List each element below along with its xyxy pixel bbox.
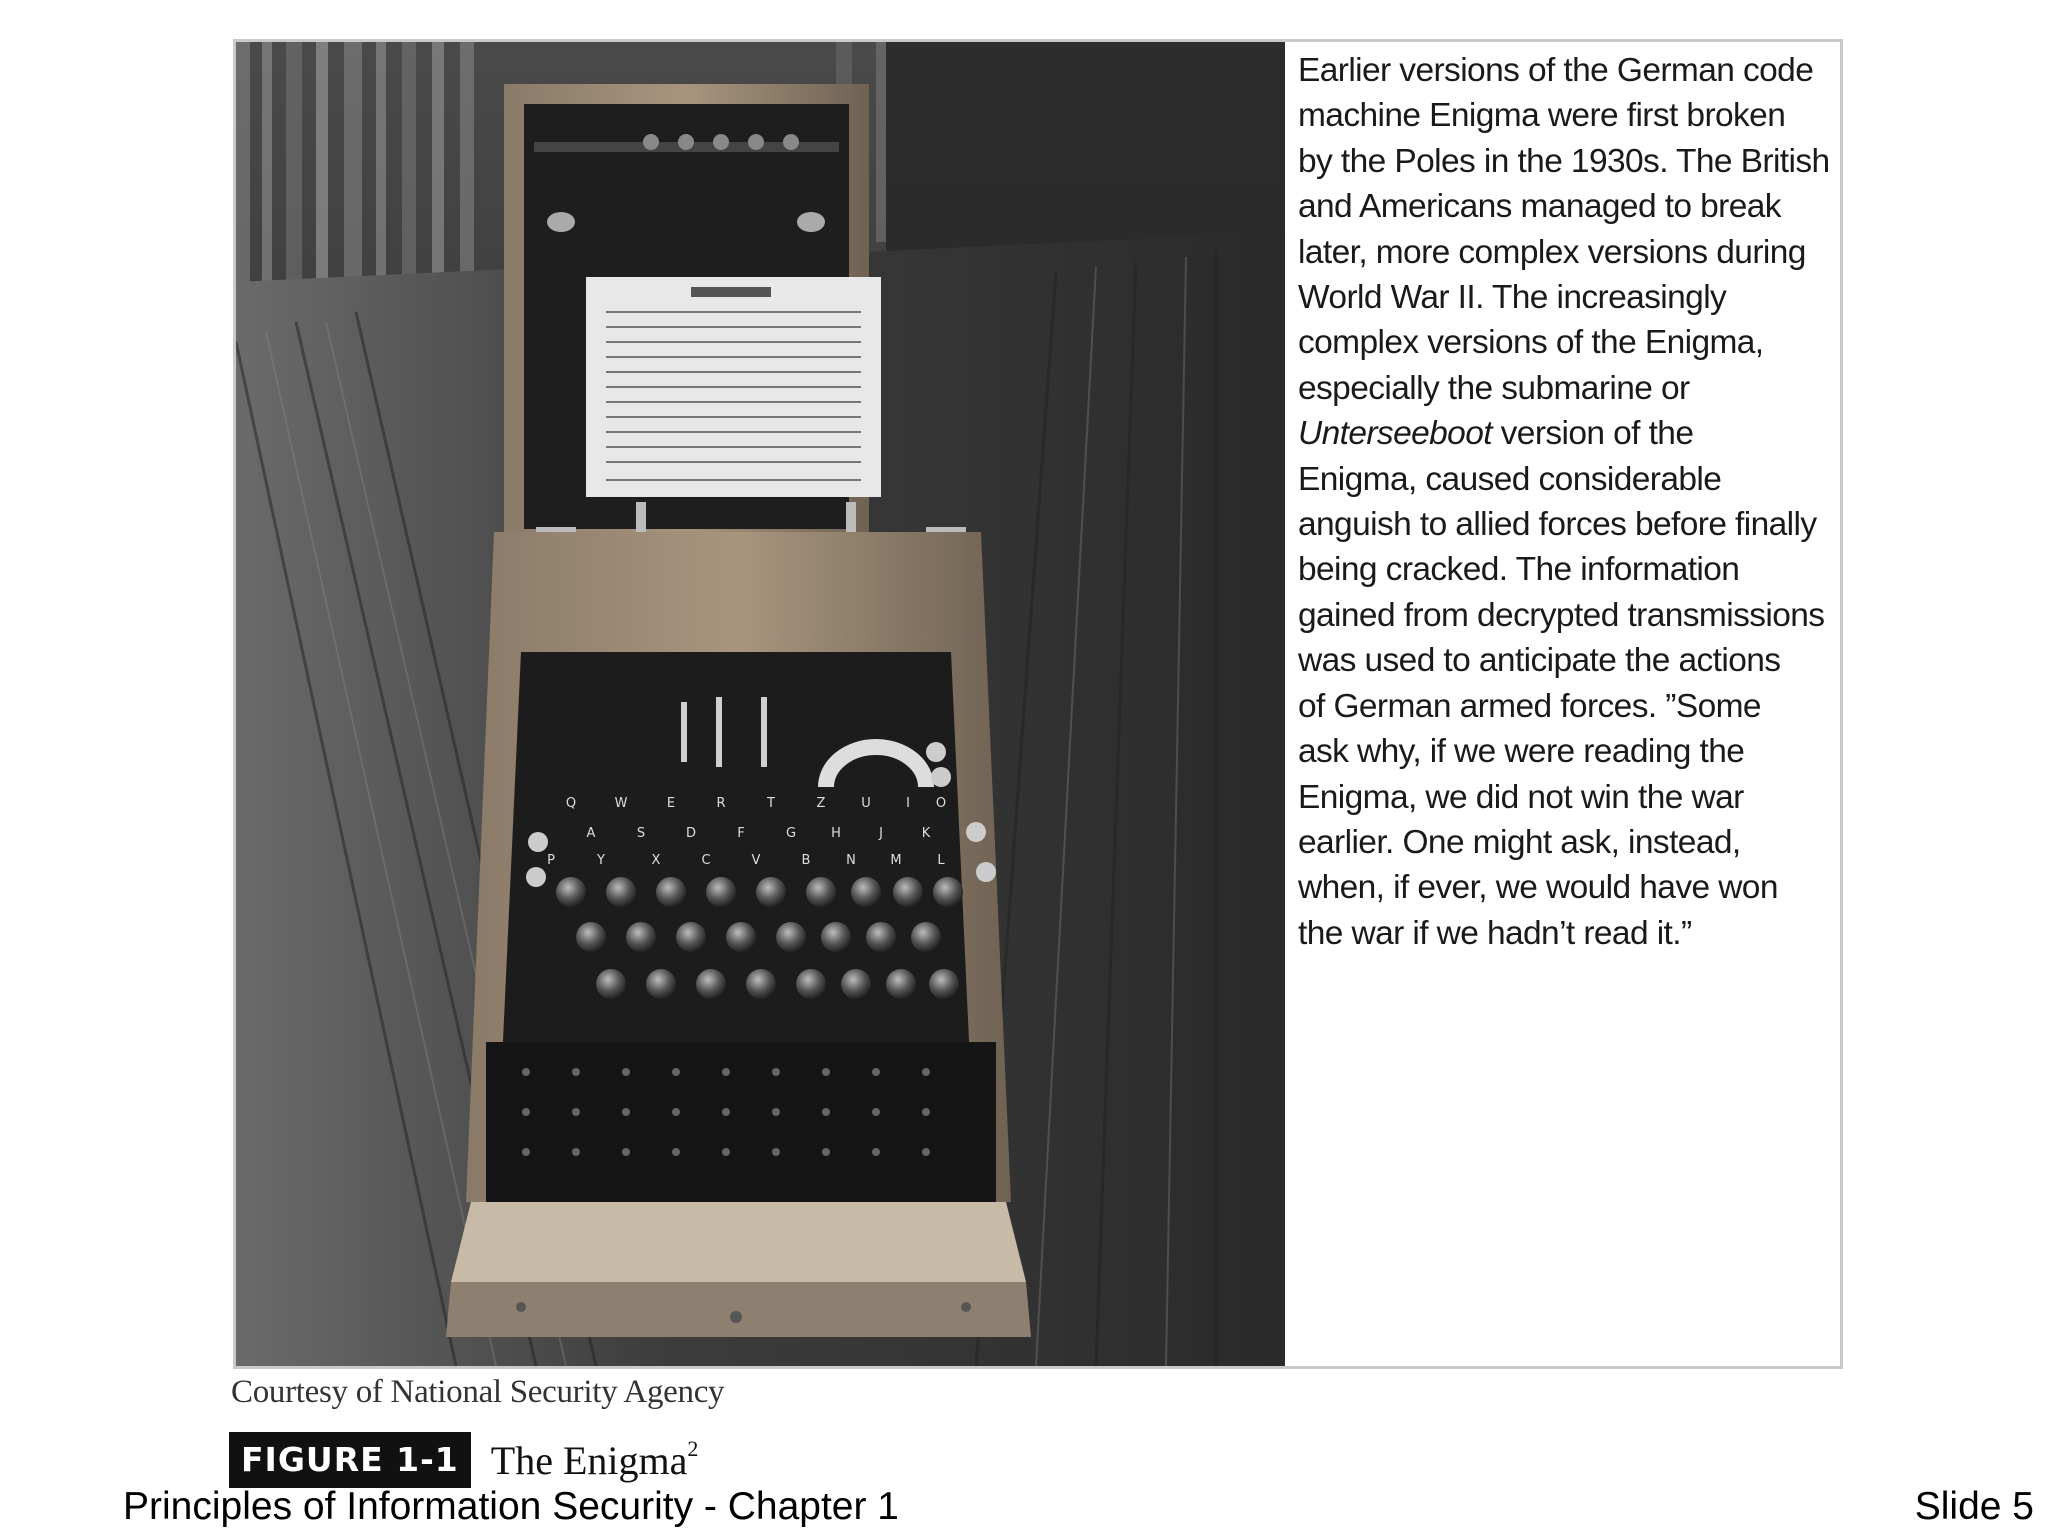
description-line: machine Enigma were first broken: [1298, 97, 1786, 135]
description-line: Enigma, we did not win the war: [1298, 778, 1744, 816]
svg-text:H: H: [831, 826, 841, 841]
svg-text:N: N: [846, 853, 856, 868]
footer-slide-number: Slide 5: [1914, 1485, 2034, 1528]
svg-text:Q: Q: [565, 796, 577, 811]
svg-text:M: M: [890, 853, 902, 868]
figure-title: [491, 1436, 699, 1484]
italic-rest: version of the: [1491, 415, 1694, 453]
description-line: especially the submarine or: [1298, 369, 1690, 407]
description-line: was used to anticipate the actions: [1298, 642, 1781, 680]
svg-text:C: C: [701, 853, 711, 868]
figure-title-superscript: 2: [687, 1436, 699, 1461]
svg-text:X: X: [651, 853, 661, 868]
description-line: when, if ever, we would have won: [1298, 869, 1778, 907]
svg-text:V: V: [751, 853, 761, 868]
svg-text:A: A: [586, 826, 596, 841]
description-line: earlier. One might ask, instead,: [1298, 823, 1741, 861]
svg-text:G: G: [785, 826, 797, 841]
svg-text:D: D: [685, 826, 697, 841]
svg-text:P: P: [547, 853, 555, 868]
svg-text:K: K: [921, 826, 931, 841]
svg-text:U: U: [861, 796, 871, 811]
description-line: World War II. The increasingly: [1298, 279, 1727, 317]
figure-label: [229, 1431, 698, 1489]
italic-term: Unterseeboot: [1298, 415, 1492, 453]
figure-title-text: The Enigma: [490, 1438, 688, 1483]
description-line: complex versions of the Enigma,: [1298, 324, 1764, 362]
svg-text:Z: Z: [816, 796, 826, 811]
svg-text:L: L: [937, 853, 945, 868]
svg-text:O: O: [935, 796, 947, 811]
svg-text:I: I: [906, 796, 910, 811]
svg-text:R: R: [716, 796, 726, 811]
description-line: later, more complex versions during: [1298, 233, 1806, 271]
enigma-photo: [236, 42, 1285, 1366]
svg-text:T: T: [767, 796, 775, 811]
svg-text:J: J: [879, 826, 883, 841]
svg-text:W: W: [614, 796, 628, 811]
footer-course-title: Principles of Information Security - Chapter 1: [123, 1485, 900, 1528]
description-line: of German armed forces. ”Some: [1298, 687, 1761, 725]
description-line: ask why, if we were reading the: [1298, 733, 1745, 771]
description-line: gained from decrypted transmissions: [1298, 596, 1825, 634]
description-line: the war if we hadn’t read it.”: [1298, 914, 1692, 952]
svg-text:E: E: [666, 796, 676, 811]
description-line: by the Poles in the 1930s. The British: [1298, 142, 1830, 180]
description-line: and Americans managed to break: [1298, 188, 1781, 226]
description-line: Earlier versions of the German code: [1298, 52, 1814, 89]
svg-text:Y: Y: [597, 853, 605, 868]
description-line: [1298, 411, 1838, 456]
figure-number-badge: FIGURE 1-1: [229, 1432, 471, 1488]
description-line: anguish to allied forces before finally: [1298, 506, 1817, 544]
svg-text:B: B: [801, 853, 811, 868]
description-line: being cracked. The information: [1298, 551, 1740, 589]
svg-text:S: S: [636, 826, 646, 841]
photo-credit: Courtesy of National Security Agency: [231, 1374, 725, 1410]
description-line: Enigma, caused considerable: [1298, 460, 1722, 498]
svg-text:F: F: [737, 826, 745, 841]
figure-description: [1298, 48, 1838, 956]
